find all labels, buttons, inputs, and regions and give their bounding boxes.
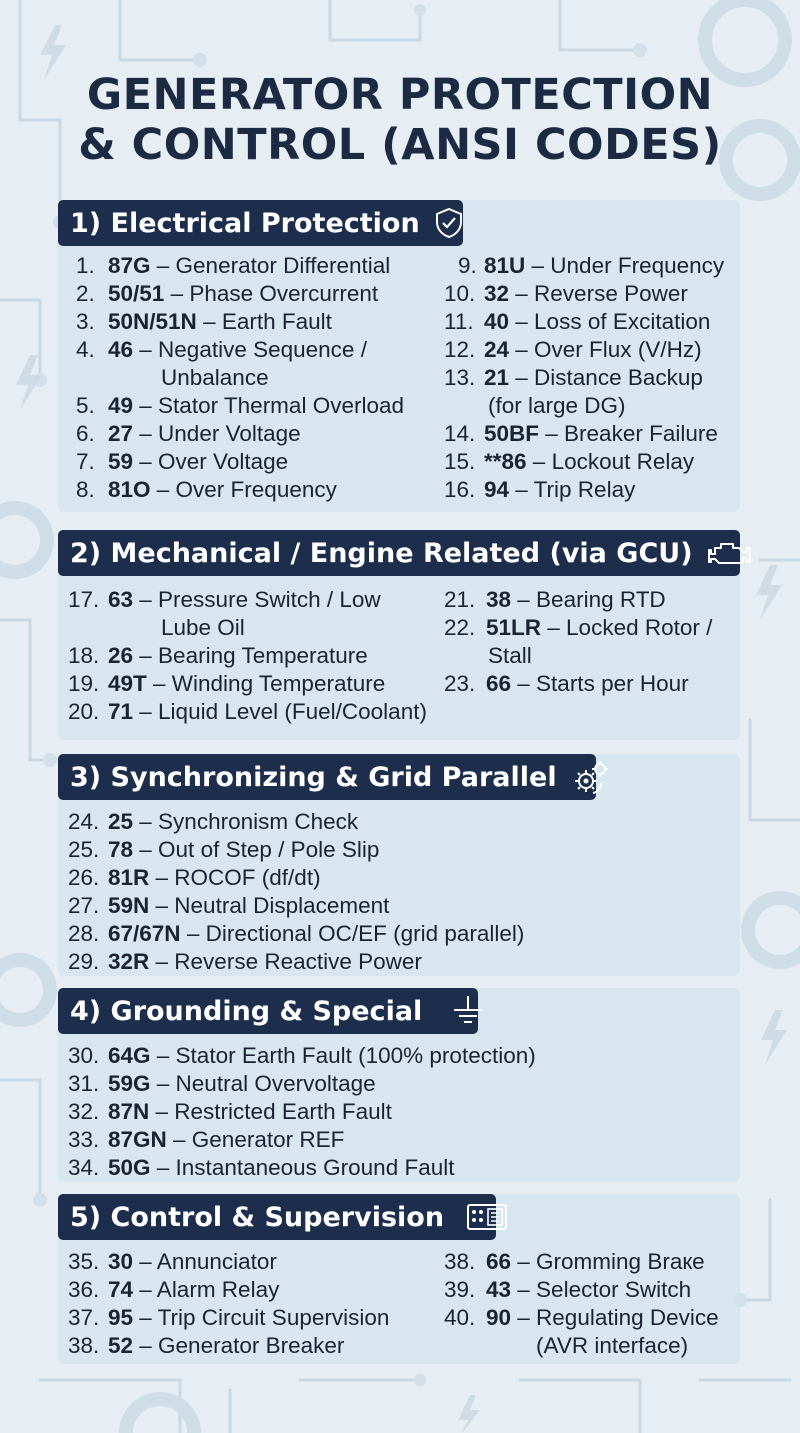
list-item: 26. 81R – ROCOF (df/dt) — [68, 865, 321, 890]
list-item: 37. 95 – Trip Circuit Supervision — [68, 1305, 390, 1330]
list-item: 19. 49T – Winding Temperature — [68, 671, 386, 696]
list-item: 7. 59 – Over Voltage — [76, 449, 289, 474]
list-item: 1. 87G – Generator Differential — [76, 253, 391, 278]
section-synchronizing — [58, 754, 740, 976]
list-item: 18. 26 – Bearing Temperature — [68, 643, 368, 668]
section-heading — [58, 530, 740, 576]
section-heading-text: 3) Synchronizing & Grid Parallel — [70, 761, 557, 793]
section-heading-text: 1) Electrical Protection — [70, 207, 420, 239]
section-heading-text: 2) Mechanical / Engine Related (via GCU) — [70, 537, 693, 569]
list-item: 2. 50/51 – Phase Overcurrent — [76, 281, 379, 306]
section-control-supervision — [58, 1194, 740, 1364]
item-list-left — [68, 1042, 536, 1182]
list-item: 10. 32 – Reverse Power — [444, 281, 688, 306]
section-heading — [58, 1194, 496, 1240]
list-item: 12. 24 – Over Flux (V/Hz) — [444, 337, 702, 362]
list-item: 39. 43 – Selector Switch — [444, 1277, 692, 1302]
list-item: 22. 51LR – Locked Rotor / Stall — [444, 615, 713, 668]
list-item: 17. 63 – Pressure Switch / Low Lube Oil — [68, 587, 381, 640]
list-item: 14. 50BF – Breaker Failure — [444, 421, 718, 446]
list-item: 31. 59G – Neutral Overvoltage — [68, 1071, 376, 1096]
item-list-right — [444, 252, 724, 504]
title-line-1: GENERATOR PROTECTION — [86, 70, 714, 120]
list-item: 32. 87N – Restricted Earth Fault — [68, 1099, 392, 1124]
section-heading-text: 5) Control & Supervision — [70, 1201, 445, 1233]
item-list-right — [444, 586, 712, 698]
list-item: 6. 27 – Under Voltage — [76, 421, 301, 446]
list-item: 38. 52 – Generator Breaker — [68, 1333, 345, 1358]
page-title — [0, 70, 800, 170]
list-item: 4. 46 – Negative Sequence / Unbalance — [76, 337, 367, 390]
list-item: 21. 38 – Bearing RTD — [444, 587, 666, 612]
sync-gears-icon — [571, 757, 611, 797]
list-item: 30. 64G – Stator Earth Fault (100% protection) — [68, 1043, 536, 1068]
ground-icon — [450, 994, 486, 1028]
list-item: 13. 21 – Distance Backup (for large DG) — [444, 365, 703, 418]
engine-icon — [707, 538, 753, 568]
list-item: 29. 32R – Reverse Reactive Power — [68, 949, 422, 974]
item-list-left — [68, 808, 524, 976]
section-heading — [58, 754, 596, 800]
section-electrical-protection — [58, 200, 740, 512]
list-item: 9. 81U – Under Frequency — [458, 253, 725, 278]
shield-check-icon — [434, 207, 464, 239]
list-item: 35. 30 – Annunciator — [68, 1249, 277, 1274]
control-panel-icon — [466, 1202, 508, 1232]
section-grounding-special — [58, 988, 740, 1182]
section-heading — [58, 200, 463, 246]
list-item: 16. 94 – Trip Relay — [444, 477, 636, 502]
list-item: 34. 50G – Instantaneous Ground Fault — [68, 1155, 455, 1180]
list-item: 15. **86 – Lockout Relay — [444, 449, 695, 474]
list-item: 24. 25 – Synchronism Check — [68, 809, 359, 834]
list-item: 5. 49 – Stator Thermal Overload — [76, 393, 404, 418]
list-item: 28. 67/67N – Directional OC/EF (grid parallel) — [68, 921, 525, 946]
list-item: 23. 66 – Starts per Hour — [444, 671, 689, 696]
item-list-left — [68, 586, 427, 726]
list-item: 38. 66 – Gromming Braкe — [444, 1249, 705, 1274]
list-item: 36. 74 – Alarm Relay — [68, 1277, 280, 1302]
list-item: 20. 71 – Liquid Level (Fuel/Coolant) — [68, 699, 427, 724]
list-item: 40. 90 – Regulating Device (AVR interface) — [444, 1305, 719, 1358]
list-item: 8. 81O – Over Frequency — [76, 477, 337, 502]
list-item: 11. 40 – Loss of Excitation — [444, 309, 711, 334]
section-heading-text: 4) Grounding & Special — [70, 995, 423, 1027]
item-list-left — [68, 1248, 389, 1360]
item-list-right — [444, 1248, 719, 1360]
list-item: 27. 59N – Neutral Displacement — [68, 893, 390, 918]
list-item: 25. 78 – Out of Step / Pole Slip — [68, 837, 380, 862]
list-item: 33. 87GN – Generator REF — [68, 1127, 345, 1152]
section-mechanical-engine — [58, 530, 740, 740]
section-heading — [58, 988, 478, 1034]
item-list-left — [76, 252, 404, 504]
list-item: 3. 50N/51N – Earth Fault — [76, 309, 332, 334]
title-line-2: & CONTROL (ANSI CODES) — [78, 120, 722, 170]
